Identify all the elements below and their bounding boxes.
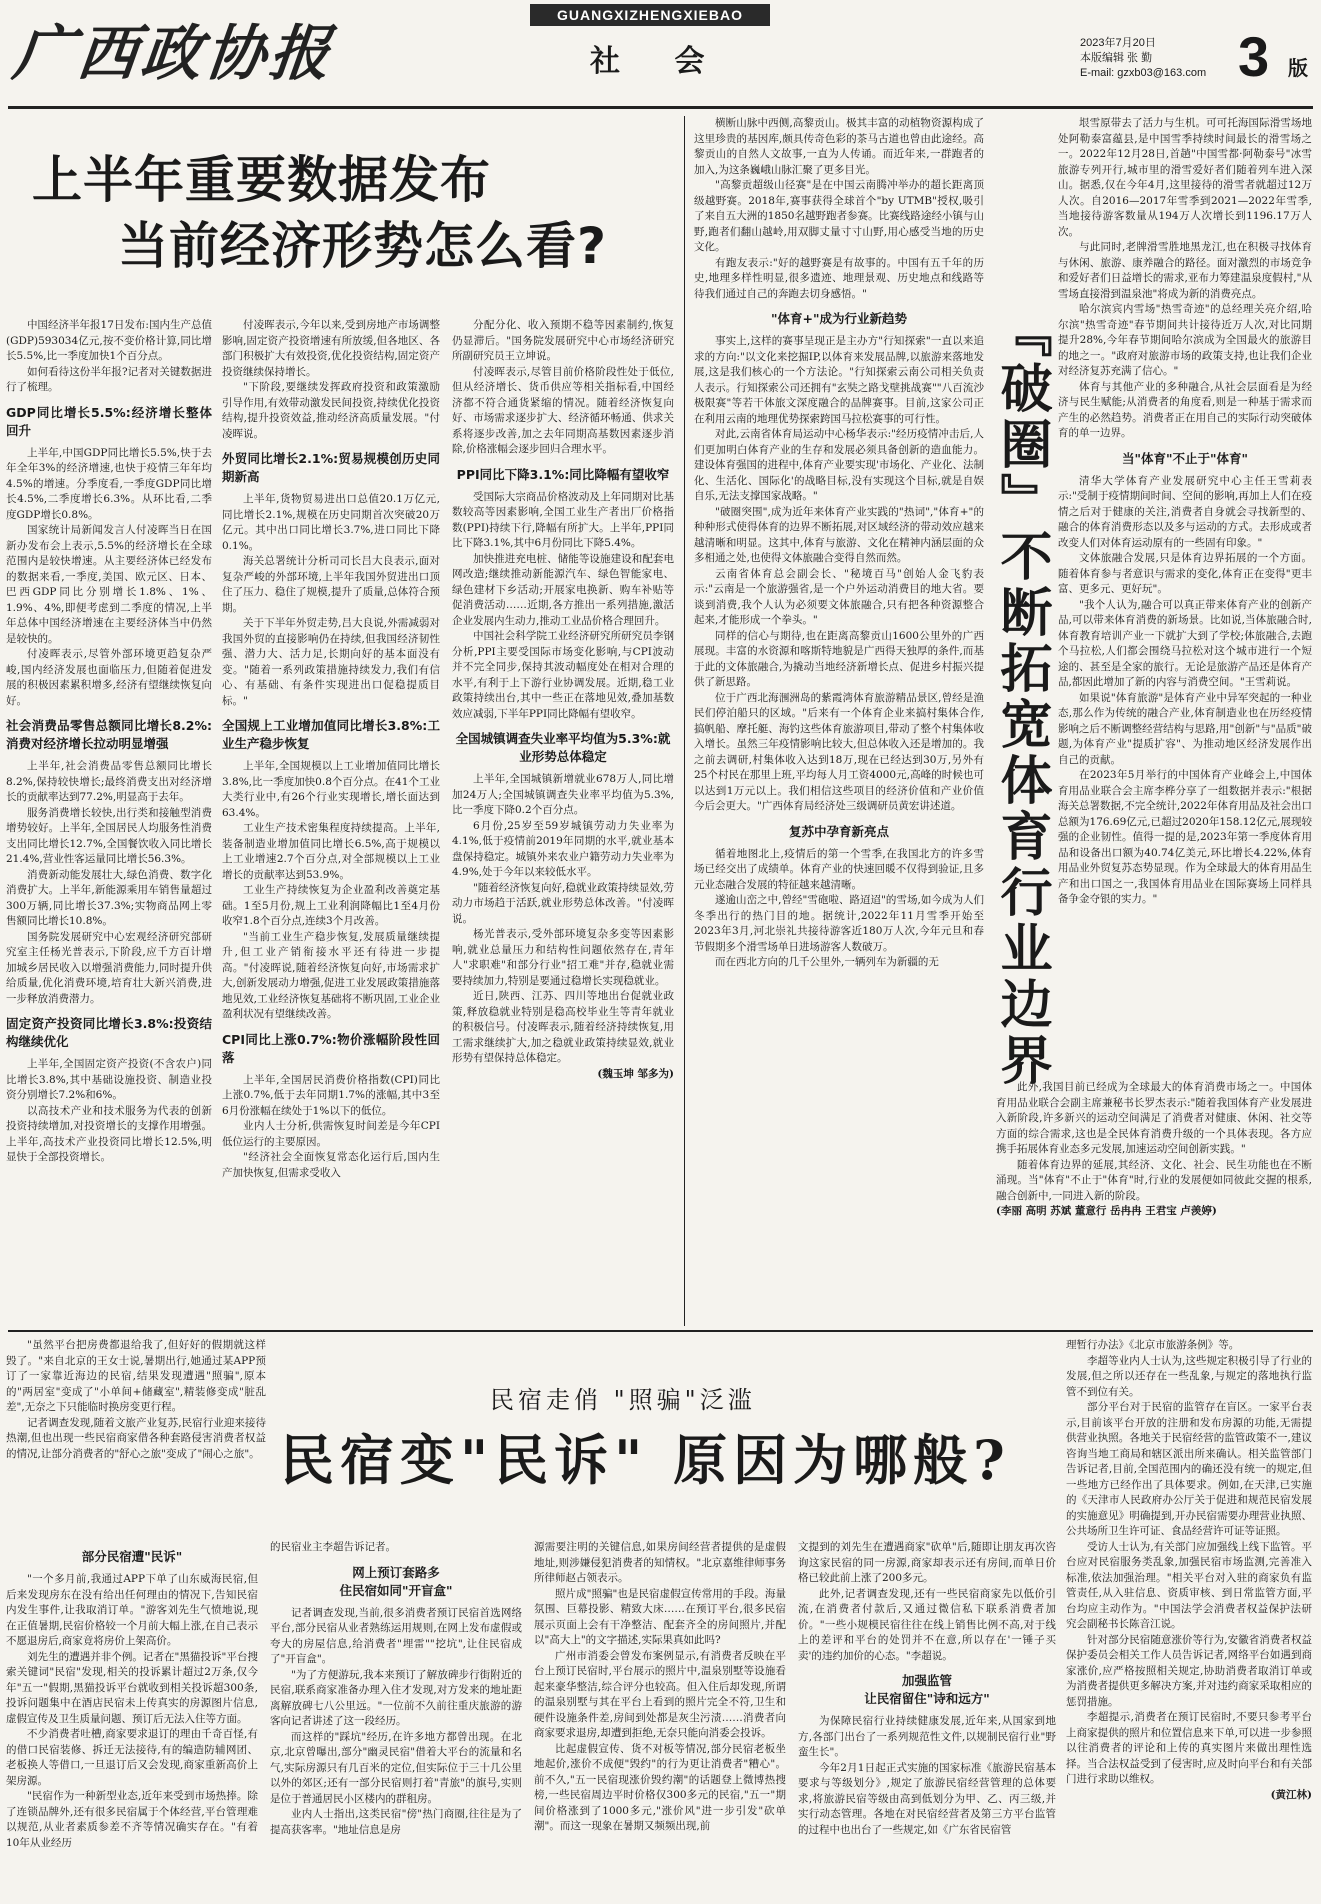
article2-column-3	[996, 1080, 1312, 1325]
paragraph: 体育与其他产业的多种融合,从社会层面看是为经济与民生赋能;从消费者的角度看,则是一种基于需求而产生的必然趋势。消费者正在用自己的实际行动突破体育的单一边界。	[1058, 380, 1312, 439]
paragraph: "破圈突围",成为近年来体育产业实践的"热词","体育+"的种种形式使得体育的边界不断拓展,对区域经济的带动效应越来越清晰和明显。这其中,体育与旅游、文化在精神内涵层面的众多相通之处,也使得文体旅融合变得自然而然。	[694, 505, 984, 564]
paragraph: 国务院发展研究中心宏观经济研究部研究室主任杨光普表示,下阶段,应千方百计增加城乡居民收入以增强消费能力,同时提升供给质量,优化消费环境,培育壮大新兴消费,进一步释放消费潜力。	[6, 930, 212, 1005]
article1-column-1	[6, 318, 212, 1318]
article1-column-2	[222, 318, 440, 1318]
paragraph: 哈尔滨宾内雪场"热雪奇迹"的总经理关亮介绍,哈尔滨"热雪奇迹"春节期间共计接待近万人次,对比同期提升28%,今年春节期间哈尔滨成为全国最火的旅游目的地之一。"政府对旅游市场的政策支持,也让我们企业对经济复苏充满了信心。"	[1058, 303, 1312, 377]
paragraph: 为保障民宿行业持续健康发展,近年来,从国家到地方,各部门出台了一系列规范性文件,以规制民宿行业"野蛮生长"。	[798, 1715, 1056, 1758]
subheading: 社会消费品零售总额同比增长8.2%:消费对经济增长拉动明显增强	[6, 718, 212, 751]
author-credit: (李丽 高明 苏斌 董意行 岳冉冉 王君宝 卢羡婷)	[996, 1205, 1217, 1217]
paragraph: 横断山脉中西侧,高黎贡山。极其丰富的动植物资源构成了这里珍贵的基因库,颇具传奇色彩的茶马古道也曾由此途经。高黎贡山的自然人文故事,一直为人传诵。而近年来,一群跑者的加入,为这条巍峨山脉汇聚了更多目光。	[694, 117, 984, 176]
paragraph: 同样的信心与期待,也在距离高黎贡山1600公里外的广西展现。丰富的水资源和喀斯特地貌是广西得天独厚的条件,而基于此的文体旅融合,为撬动当地经济新增长点、促进乡村振兴提供了新思路。	[694, 629, 984, 688]
paragraph: 如何看待这份半年报?记者对关键数据进行了梳理。	[6, 365, 212, 393]
issue-date: 2023年7月20日	[1080, 37, 1156, 49]
subheading: CPI同比上涨0.7%:物价涨幅阶段性回落	[222, 1031, 440, 1065]
paragraph: 的民宿业主李超告诉记者。	[270, 1541, 396, 1553]
paragraph: 遂逾山峦之中,曾经"雪砲啦、路迢迢"的雪场,如今成为人们冬季出行的热门目的地。据统计,2022年11月雪季开始至2023年3月,河北崇礼共接待游客近180万人次,今年元旦和春节假期多个滑雪场单日进场游客人数破万。	[694, 894, 984, 953]
paragraph: 李超等业内人士认为,这些规定积极引导了行业的发展,但之所以还存在一些乱象,与规定的落地执行监管不到位有关。	[1066, 1354, 1312, 1398]
paragraph: 不少消费者吐槽,商家要求退订的理由千奇百怪,有的借口民宿装修、拆迁无法接待,有的编造防辅网团、老板换人等借口,一旦退订后又会发现,商家重新高价上架房源。	[6, 1728, 258, 1787]
paragraph: 而这样的"踩坑"经历,在许多地方都曾出现。在北京,北京曾曝出,部分"幽灵民宿"借着大平台的流量和名气,实际房源只有几百米的定位,但实际位于三十几公里以外的郊区;还有一部分民宿则打着"青旅"的旗号,实则是位于普通居民小区楼内的群租房。	[270, 1730, 522, 1805]
author-credit: (黄江林)	[1270, 1788, 1312, 1801]
paragraph: 与此同时,老牌滑雪胜地黑龙江,也在积极寻找体育与休闲、旅游、康养融合的路径。面对激烈的市场竞争和爱好者们日益增长的需求,亚布力筹建温泉度假村,"从雪场直接滑到温泉池"将成为新的消费亮点。	[1058, 241, 1312, 300]
article3-column-2	[270, 1540, 522, 1900]
paragraph: 记者调查发现,随着文旅产业复苏,民宿行业迎来接待热潮,但也出现一些民宿商家借各种套路侵害消费者权益的情况,让部分消费者的"舒心之旅"变成了"闹心之旅"。	[6, 1416, 266, 1460]
paragraph: 海关总署统计分析司司长吕大良表示,面对复杂严峻的外部环境,上半年我国外贸进出口顶住了压力、稳住了规模,提升了质量,总体符合预期。	[222, 555, 440, 614]
paragraph: 理暂行办法》《北京市旅游条例》等。	[1066, 1339, 1240, 1351]
paragraph: 付凌晖表示,尽管外部环境更趋复杂严峻,国内经济发展也面临压力,但随着促进发展的积极因素累积增多,经济有望继续恢复向好。	[6, 648, 212, 707]
subheading: 当"体育"不止于"体育"	[1121, 450, 1249, 466]
subheading: 网上预订套路多 住民宿如同"开盲盒"	[339, 1564, 453, 1598]
paragraph: "下阶段,要继续发挥政府投资和政策激励引导作用,有效带动激发民间投资,持续优化投资结构,提升投资效益,推动经济高质量发展。"付凌晖说。	[222, 381, 440, 440]
paragraph: 文提到的刘先生在遭遇商家"砍单"后,随即让朋友再次咨询这家民宿的同一房源,商家却表示还有房间,而单日价格已较此前上涨了200多元。	[798, 1541, 1056, 1584]
column-divider	[684, 116, 685, 1326]
paragraph: 李超提示,消费者在预订民宿时,不要只参考平台上商家提供的照片和位置信息来下单,可以进一步参照以往消费者的评论和上传的真实图片来做出理性选择。当合法权益受到了侵害时,应及时向平台和有关部门进行求助以维权。	[1066, 1711, 1312, 1785]
paragraph: 位于广西北海涠洲岛的紫霞湾体育旅游精品景区,曾经是渔民们停泊船只的区域。"后来有一个体育企业来搞村集体合作,搞帆船、摩托艇、海钓这些体育旅游项目,带动了整个村集体收入增长。虽然三年疫情影响比较大,但总体收入还是增加的。我之前去调研,村集体收入达到18万,现在已经达到30万,另外有25个村民在那里上班,平均每人月工资4000元,高峰的时候也可以达到1万元以上。我们相信这些项目的经济价值和产业价值今后会更大。"广西体育局经济处三级调研员黄宏讲述道。	[694, 691, 984, 812]
paragraph: 随着体育边界的延展,其经济、文化、社会、民生功能也在不断涌现。当"体育"不止于"体育"时,行业的发展便如同彼此交握的根系,融合创新中,一同进入新的阶段。	[996, 1158, 1312, 1202]
article1-title-line1: 上半年重要数据发布	[32, 151, 491, 209]
article1-title-line2: 当前经济形势怎么看?	[118, 217, 608, 275]
paragraph: 国家统计局新闻发言人付凌晖当日在国新办发布会上表示,5.5%的经济增长在全球范围内是较快增速。从主要经济体已经发布的数据来看,一季度,美国、欧元区、日本、巴西GDP同比分别增长1.8%、1%、1.9%、4%,即便考虑到二季度的情况,上半年总体中国经济增速在主要经济体当中仍然是较快的。	[6, 524, 212, 645]
paragraph: 上半年,货物贸易进出口总值20.1万亿元,同比增长2.1%,规模在历史同期首次突破20万亿元。其中出口同比增长3.7%,进口同比下降0.1%。	[222, 493, 440, 552]
paragraph: 针对部分民宿随意涨价等行为,安徽省消费者权益保护委员会相关工作人员告诉记者,网络平台如遇到商家涨价,应严格按照相关规定,协助消费者取消订单或为消费者提供更多解决方案,并对违约商家采取相应的惩罚措施。	[1066, 1633, 1312, 1708]
paragraph: 广州市消委会曾发布案例显示,有消费者反映在平台上预订民宿时,平台展示的照片中,温泉别墅等设施看起来豪华整洁,综合评分也较高。但入住后却发现,所谓的温泉别墅与其在平台上看到的照片完全不符,卫生和硬件设施条件差,房间到处都是灰尘污渍……消费者向商家要求退房,却遭到拒绝,无奈只能向消委会投诉。	[534, 1649, 786, 1739]
subheading: GDP同比增长5.5%:经济增长整体回升	[6, 404, 212, 438]
paragraph: 中国经济半年报17日发布:国内生产总值(GDP)593034亿元,按不变价格计算,同比增长5.5%,比一季度加快1个百分点。	[6, 319, 212, 362]
paragraph: 加快推进充电桩、储能等设施建设和配套电网改造;继续推动新能源汽车、绿色智能家电、绿色建材下乡活动;开展家电换新、购车补贴等促消费活动……近期,各方推出一系列措施,激活企业发展内生动力,推动工业品价格合理回升。	[452, 552, 674, 627]
article3-right-column	[1066, 1338, 1312, 1898]
subheading: 全国规上工业增加值同比增长3.8%:工业生产稳步恢复	[222, 718, 440, 751]
page-unit: 版	[1288, 56, 1308, 80]
paragraph: 上半年,中国GDP同比增长5.5%,快于去年全年3%的经济增速,也快于疫情三年年均4.5%的增速。分季度看,一季度GDP同比增长4.5%,二季度增长6.3%。从环比看,二季度GDP增长0.8%。	[6, 446, 212, 521]
paragraph: 中国社会科学院工业经济研究所研究员李钢分析,PPI主要受国际市场变化影响,与CPI波动并不完全同步,保持其波动幅度处在相对合理的水平,有利于上下游行业协调发展。近期,稳工业政策持续出台,其中一些正在落地见效,叠加基数效应减弱,下半年PPI同比降幅有望收窄。	[452, 630, 674, 720]
paragraph: 消费新动能发展壮大,绿色消费、数字化消费扩大。上半年,新能源乘用车销售量超过300万辆,同比增长37.3%;实物商品网上零售额同比增长10.8%。	[6, 868, 212, 927]
article3-column-3	[534, 1540, 786, 1900]
subheading: 部分民宿遭"民诉"	[81, 1549, 183, 1564]
paragraph: 服务消费增长较快,出行类和接触型消费增势较好。上半年,全国居民人均服务性消费支出同比增长12.7%,全国餐饮收入同比增长21.4%,营业性客运量同比增长56.3%。	[6, 806, 212, 865]
paragraph: 6月份,25岁至59岁城镇劳动力失业率为4.1%,低于疫情前2019年同期的水平,就业基本盘保持稳定。城镇外来农业户籍劳动力失业率为4.9%,处于今年以来较低水平。	[452, 819, 674, 878]
subheading: 加强监管 让民宿留住"诗和远方"	[864, 1673, 990, 1706]
paragraph: 循着地图北上,疫情后的第一个雪季,在我国北方的许多雪场已经交出了成绩单。体育产业的快速回暖不仅得到验证,且多元业态融合发展的特征越来越清晰。	[694, 847, 984, 891]
paragraph: 此外,记者调查发现,还有一些民宿商家先以低价引流,在消费者付款后,又通过微信私下联系消费者加价。"一些小规模民宿往往在线上销售比例不高,对于线上的差评和平台的处罚并不在意,所以存在'一锤子买卖'的违约加价的心态。"李超说。	[798, 1587, 1056, 1662]
paragraph: 关于下半年外贸走势,吕大良说,外需减弱对我国外贸的直接影响仍在持续,但我国经济韧性强、潜力大、活力足,长期向好的基本面没有变。"随着一系列政策措施持续发力,我们有信心、有基础、有条件实现进出口促稳提质目标。"	[222, 617, 440, 707]
subheading: 全国城镇调查失业率平均值为5.3%:就业形势总体稳定	[455, 731, 671, 764]
paragraph: 工业生产持续恢复为企业盈利改善奠定基础。1至5月份,规上工业利润降幅比1至4月份收窄1.8个百分点,连续3个月改善。	[222, 884, 440, 927]
paragraph: 垠雪原带去了活力与生机。可可托海国际滑雪场地处阿勒泰富蕴县,是中国雪季持续时间最长的滑雪场之一。2022年12月28日,首趟"中国雪都·阿勒泰号"冰雪旅游专列开行,城市里的滑雪爱好者们随着列车进入深山。据悉,仅在今年4月,这里接待的滑雪者就超过12万人次。自2016—2017年雪季到2021—2022年雪季,当地接待游客数量从194万人次增长到1196.17万人次。	[1058, 117, 1312, 238]
article1-column-3	[452, 318, 674, 1318]
paragraph: 有跑友表示:"好的越野赛是有故事的。中国有五千年的历史,地理多样性明显,很多遗迹、地理景观、历史地点和线路等待我们通过自己的奔跑去切身感悟。"	[694, 256, 984, 300]
article2-vertical-title: 『破圈』不断拓宽体育行业边界	[991, 305, 1052, 1089]
newspaper-logo: 广西政协报	[9, 19, 338, 89]
paragraph: 而在西北方向的几千公里外,一辆列车为新疆的无	[715, 956, 939, 968]
paragraph: "随着经济恢复向好,稳就业政策持续显效,劳动力市场趋于活跃,就业形势总体改善。"付凌晖说。	[452, 881, 674, 925]
article2-column-1	[694, 116, 984, 1326]
section-title: 社 会	[590, 44, 727, 79]
paragraph: 刘先生的遭遇并非个例。记者在"黑猫投诉"平台搜索关键词"民宿"发现,相关的投诉累计超过2万条,仅今年"五一"假期,黑猫投诉平台就收到相关投诉超300条,投诉问题集中在酒店民宿未上传真实的房源图片信息,虚假宣传及卫生质量问题、预订后无法入住等方面。	[6, 1650, 258, 1725]
paragraph: 上半年,全国规模以上工业增加值同比增长3.8%,比一季度加快0.8个百分点。在41个工业大类行业中,有26个行业实现增长,增长面达到63.4%。	[222, 760, 440, 819]
page-number: 3	[1238, 25, 1270, 88]
paragraph: 受国际大宗商品价格波动及上年同期对比基数较高等因素影响,全国工业生产者出厂价格指数(PPI)持续下行,降幅有所扩大。上半年,PPI同比下降3.1%,其中6月份同比下降5.4%。	[452, 490, 674, 549]
paragraph: 今年2月1日起正式实施的国家标准《旅游民宿基本要求与等级划分》,规定了旅游民宿经营管理的总体要求,将旅游民宿等级由高到低划分为甲、乙、丙三级,并实行动态管理。各地在对民宿经营者及第三方平台监管的过程中也出台了一些规定,如《广东省民宿管	[798, 1761, 1056, 1836]
subheading: 复苏中孕育新亮点	[788, 823, 889, 839]
page-editor: 本版编辑 张 勤	[1080, 52, 1153, 64]
paragraph: "民宿作为一种新型业态,近年来受到市场热捧。除了连锁品牌外,还有很多民宿属于个体经营,平台管理难以规范,从业者素质参差不齐等情况确实存在。"有着10年从业经历	[6, 1790, 258, 1849]
paragraph: 上半年,全国居民消费价格指数(CPI)同比上涨0.7%,低于去年同期1.7%的涨幅,其中3至6月份涨幅在续处于1%以下的低位。	[222, 1073, 440, 1117]
paragraph: "当前工业生产稳步恢复,发展质量继续提升,但工业产销衔接水平还有待进一步提高。"付凌晖说,随着经济恢复向好,市场需求扩大,创新发展动力增强,促进工业发展政策措施落地见效,工业经济恢复基础将不断巩固,工业企业盈利状况有望继续改善。	[222, 930, 440, 1020]
article3-column-1	[6, 1540, 258, 1900]
paragraph: 上半年,社会消费品零售总额同比增长8.2%,保持较快增长;最终消费支出对经济增长的贡献率达到77.2%,明显高于去年。	[6, 760, 212, 803]
paragraph: 杨光普表示,受外部环境复杂多变等因素影响,就业总量压力和结构性问题依然存在,青年人"求职难"和部分行业"招工难"并存,稳就业需要持续加力,特别是要通过稳增长实现稳就业。	[452, 928, 674, 987]
paragraph: 清华大学体育产业发展研究中心主任王雪莉表示:"受制于疫情期间时间、空间的影响,再加上人们在疫情之后对于健康的关注,消费者自身就会寻找新型的、融合的体育消费形态以及多与运动的方式。去形成或者改变人们对体育运动原有的一些固有印象。"	[1058, 474, 1312, 549]
subheading: 外贸同比增长2.1%:贸易规模创历史同期新高	[222, 451, 440, 484]
subheading: PPI同比下降3.1%:同比降幅有望收窄	[456, 466, 670, 482]
paragraph: 业内人士指出,这类民宿"傍"热门商圈,往往是为了提高获客率。"地址信息是房	[270, 1808, 522, 1836]
paragraph: 比起虚假宣传、货不对板等情况,部分民宿老板坐地起价,涨价不成便"毁约"的行为更让消费者"糟心"。前不久,"五一民宿现涨价毁约潮"的话题登上微博热搜榜,一些民宿周边平时价格仅300多元的民宿,"五一"期间价格涨到了1000多元,"涨价风"进一步引发"砍单潮"。而这一现象在暑期又频频出现,前	[534, 1742, 786, 1832]
issue-info	[1080, 36, 1206, 81]
author-credit: (魏玉坤 邹多为)	[597, 1067, 674, 1080]
paragraph: 如果说"体育旅游"是体育产业中异军突起的一种业态,那么作为传统的融合产业,体育制造业也在历经疫情影响之后不断调整经营结构与思路,用"创新"与"品质"破题,为体育产业"提质扩容"、为推动地区经济发展作出自己的贡献。	[1058, 691, 1312, 766]
paragraph: "一个多月前,我通过APP下单了山东威海民宿,但后来发现房东在没有给出任何理由的情况下,告知民宿内发生事件,让我取消订单。"游客刘先生气愤地说,现在正值暑期,民宿价格较一个月前大幅上涨,在自己表示不愿退房后,商家竟将房价上架高价。	[6, 1573, 258, 1647]
paragraph: 付凌晖表示,尽管目前价格阶段性处于低位,但从经济增长、货币供应等相关指标看,中国经济都不符合通货紧缩的情况。随着经济恢复向好、市场需求逐步扩大、经济循环畅通、供求关系将逐步改善,加之去年同期高基数因素逐步消除,价格涨幅会逐步回归合理水平。	[452, 365, 674, 455]
article3-column-4	[798, 1540, 1056, 1900]
paragraph: 部分平台对于民宿的监管存在盲区。一家平台表示,目前该平台开放的注册和发布房源的功能,无需提供营业执照。各地关于民宿经营的监管政策不一,建议咨询当地工商局和辖区派出所来确认。相关监管部门告诉记者,目前,全国范围内的确还没有统一的规定,但一些地方已经作出了具体要求。例如,在天津,已实施的《天津市人民政府办公厅关于促进和规范民宿发展的实施意见》明确提到,开办民宿需要办理营业执照、公共场所卫生许可证、食品经营许可证等证照。	[1066, 1401, 1312, 1537]
paragraph: 照片成"照骗"也是民宿虚假宣传常用的手段。海量氛围、巨幕投影、精致大床……在预订平台,很多民宿展示页面上会有干净整洁、配套齐全的房间照片,并配以"高大上"的文字描述,实际果真如此吗?	[534, 1587, 786, 1646]
paragraph: "经济社会全面恢复常态化运行后,国内生产加快恢复,但需求受收入	[222, 1151, 440, 1179]
article2-column-2	[1058, 116, 1312, 1071]
paragraph: 文体旅融合发展,只是体育边界拓展的一个方面。随着体育参与者意识与需求的变化,体育正在变得"更丰富、更多元、更好玩"。	[1058, 552, 1312, 595]
paragraph: 上半年,全国固定资产投资(不含农户)同比增长3.8%,其中基础设施投资、制造业投资分别增长7.2%和6%。	[6, 1058, 212, 1101]
paragraph: "高黎贡超级山径赛"是在中国云南腾冲举办的超长距离顶级越野赛。2018年,赛事获得全球首个"by UTMB"授权,吸引了来自五大洲的1850名越野跑者参赛。比赛线路途经小镇与山野,跑者们翻山越岭,用双脚丈量寸寸山野,用心感受当地的历史文化。	[694, 179, 984, 253]
paragraph: 记者调查发现,当前,很多消费者预订民宿首选网络平台,部分民宿从业者熟练运用规则,在网上发布虚假或夸大的房屋信息,给消费者"埋雷""挖坑",让住民宿成了"开盲盒"。	[270, 1606, 522, 1665]
masthead-rule	[8, 106, 1313, 109]
section-divider	[8, 1330, 1313, 1332]
paragraph: 分配分化、收入预期不稳等因素制约,恢复仍显滞后。"国务院发展研究中心市场经济研究所副研究员王立坤说。	[452, 319, 674, 362]
subheading: 固定资产投资同比增长3.8%:投资结构继续优化	[6, 1016, 212, 1049]
paragraph: 近日,陕西、江苏、四川等地出台促就业政策,释放稳就业特别是稳高校毕业生等青年就业的积极信号。付凌晖表示,随着经济持续恢复,用工需求继续扩大,加之稳就业政策持续显效,就业形势有望保持总体稳定。	[452, 990, 674, 1064]
paragraph: 受访人士认为,有关部门应加强线上线下监管。平台应对民宿服务类乱象,加强民宿市场监测,完善准入标准,依法加强治理。"相关平台对入驻的商家负有监管责任,从入驻信息、资质审核、到日常监管方面,平台均应主动作为。"中国法学会消费者权益保护法研究会副秘书长陈音江说。	[1066, 1540, 1312, 1630]
paragraph: 源需要注明的关键信息,如果房间经营者提供的是虚假地址,则涉嫌侵犯消费者的知情权。"北京嘉维律师事务所律师赵占领表示。	[534, 1541, 786, 1584]
paragraph: 上半年,全国城镇新增就业678万人,同比增加24万人;全国城镇调查失业率平均值为5.3%,比一季度下降0.2个百分点。	[452, 773, 674, 816]
editor-email: E-mail: gzxb03@163.com	[1080, 67, 1207, 79]
paragraph: 云南省体育总会副会长、"秘境百马"创始人金飞豹表示:"云南是一个旅游强省,是一个户外运动消费目的地大省。要谈到消费,我个人认为必须要文体旅融合,只有把各种资源整合起来,才能形成一个拳头。"	[694, 567, 984, 626]
masthead	[0, 0, 1321, 108]
subheading: "体育+"成为行业新趋势	[771, 311, 907, 326]
paragraph: 以高技术产业和技术服务为代表的创新投资持续增加,对投资增长的支撑作用增强。上半年,高技术产业投资同比增长12.5%,明显快于全部投资增长。	[6, 1104, 212, 1163]
newspaper-pinyin: GUANGXIZHENGXIEBAO	[530, 4, 770, 26]
paragraph: 在2023年5月举行的中国体育产业峰会上,中国体育用品业联合会主席李桦分享了一组数据并表示:"根据海关总署数据,不完全统计,2022年体育用品及社会出口总额为176.69亿元,已超过2020年158.12亿元,展现较强的企业韧性。值得一提的是,2023年第一季度体育用品和设备出口额为40.74亿美元,环比增长4.22%,体育用品业外贸复苏态势显现。作为全球最大的体育用品生产和出口国之一,我国体育用品业在国际赛场上同样具备争金夺银的实力。"	[1058, 769, 1312, 905]
paragraph: "为了方便游玩,我本来预订了解放碑步行街附近的民宿,联系商家准备办理入住才发现,对方发来的地址距离解放碑七八公里远。"一位前不久前往重庆旅游的游客向记者讲述了这一段经历。	[270, 1668, 522, 1727]
paragraph: "虽然平台把房费都退给我了,但好好的假期就这样毁了。"来自北京的王女士说,暑期出行,她通过某APP预订了一家靠近海边的民宿,结果发现遭遇"照骗",原本的"两居室"变成了"小单间+储藏室",精装修变成"脏乱差",无奈之下只能临时换房变更行程。	[6, 1339, 266, 1413]
article3-subheadline: 民宿走俏 "照骗"泛滥	[490, 1386, 756, 1414]
paragraph: 对此,云南省体育局运动中心杨华表示:"经历疫情冲击后,人们更加明白体育产业的生存和发展必须具备创新的造血能力。建设体育强国的进程中,体育产业要实现'市场化、产业化、法制化、生活化、国际化'的战略目标,没有实现这个目标,就是自娱自乐,无法支撑国家战略。"	[694, 428, 984, 502]
paragraph: 此外,我国目前已经成为全球最大的体育消费市场之一。中国体育用品业联合会副主席兼秘书长罗杰表示:"随着我国体育产业发展进入新阶段,许多新兴的运动空间满足了消费者对健康、休闲、社交等方面的综合需求,这也是全民体育消费升级的一个具体表现。各方应携手拓展体育业态多元发展,加速运动空间创新实践。"	[996, 1081, 1312, 1155]
paragraph: 付凌晖表示,今年以来,受到房地产市场调整影响,固定资产投资增速有所放缓,但各地区、各部门积极扩大有效投资,优化投资结构,固定资产投资继续保持增长。	[222, 319, 440, 378]
paragraph: "我个人认为,融合可以真正带来体育产业的创新产品,可以带来体育消费的新场景。比如说,当体旅融合时,体育教育培训产业一下就扩大到了学校;体旅融合,去跑个马拉松,人们都会围绕马拉松对这个城市进行一个短途的、甚至是全家的旅行。无论是旅游产品还是体育产品,都因此增加了新的内容与消费空间。"王雪莉说。	[1058, 598, 1312, 688]
paragraph: 工业生产技术密集程度持续提高。上半年,装备制造业增加值同比增长6.5%,高于规模以上工业增速2.7个百分点,对全部规模以上工业增长的贡献率达到53.9%。	[222, 822, 440, 881]
article3-intro-column	[6, 1338, 266, 1538]
article3-headline: 民宿变"民诉" 原因为哪般?	[280, 1428, 1011, 1492]
paragraph: 事实上,这样的赛事呈现正是主办方"行知探索"一直以来追求的方向:"以文化来挖掘IP,以体育来发展品牌,以旅游来落地发展,这是我们核心的一个方法论。"行知探索云南公司相关负责人表示。行知探索公司还拥有"玄奘之路戈壁挑战赛""八百流沙极限赛"等若干体旅文深度融合的品牌赛事。目前,这家公司正在利用云南的地理优势探索跨国马拉松赛事的可行性。	[694, 335, 984, 425]
paragraph: 业内人士分析,供需恢复时间差是今年CPI低位运行的主要原因。	[222, 1120, 440, 1148]
